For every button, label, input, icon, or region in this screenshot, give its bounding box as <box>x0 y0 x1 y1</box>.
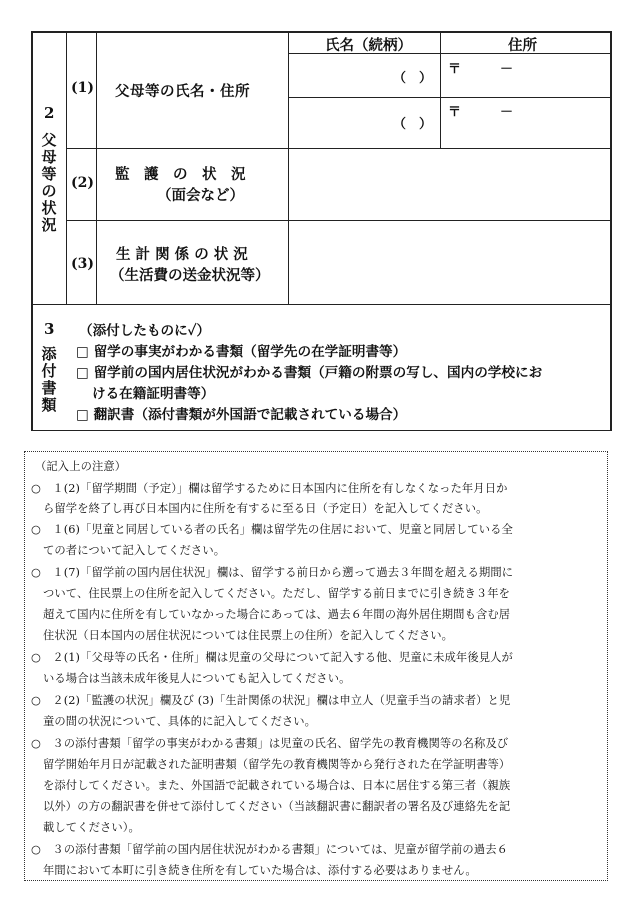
note-line: ○ ２(1)「父母等の氏名・住所」欄は児童の父母について記入する他、児童に未成年後見人が <box>31 651 513 664</box>
attachment-intro: （添付したものに✓） <box>79 323 211 339</box>
row1-postal-2: 〒 － <box>448 105 514 120</box>
section2-title: 父 母 等 の 状 況 <box>41 131 57 234</box>
note-line: 載してください）。 <box>43 821 140 834</box>
row3-number: (3) <box>71 256 94 272</box>
note-line: ○ １(2)「留学期間（予定）」欄は留学するために日本国内に住所を有しなくなった年月日か <box>31 482 508 495</box>
note-line: ついて、住民票上の住所を記入してください。ただし、留学する前日までに引き続き３年を <box>43 587 511 600</box>
note-line: ○ ２(2)「監護の状況」欄及び (3)「生計関係の状況」欄は申立人（児童手当の請求者）と児 <box>31 694 511 707</box>
note-line: を添付してください。また、外国語で記載されている場合は、日本に居住する第三者（親族 <box>43 779 511 792</box>
note-line: 留学開始年月日が記載された証明書類（留学先の教育機関等から発行された在学証明書等） <box>43 758 511 771</box>
row1-number: (1) <box>71 80 94 96</box>
note-line: ての者について記入してください。 <box>43 544 226 557</box>
header-name: 氏名（続柄） <box>325 37 412 54</box>
row3-label-line1: 生 計 関 係 の 状 況 <box>116 246 248 263</box>
row3-label-line2: （生活費の送金状況等） <box>110 267 270 284</box>
row2-label-line1: 監 護 の 状 況 <box>115 166 246 183</box>
note-line: 住状況（日本国内の居住状況については住民票上の住所）を記入してください。 <box>43 629 454 642</box>
section2-number: 2 <box>44 104 55 122</box>
attachment-item-2[interactable]: □ 留学前の国内居住状況がわかる書類（戸籍の附票の写し、国内の学校にお <box>76 365 543 381</box>
note-line: 童の間の状況について、具体的に記入してください。 <box>43 715 317 728</box>
note-line: いる場合は当該未成年後見人についても記入してください。 <box>43 672 351 685</box>
note-line: 年間において本町に引き続き住所を有していた場合は、添付する必要はありません。 <box>43 864 477 877</box>
note-line: ○ ３の添付書類「留学前の国内居住状況がわかる書類」については、児童が留学前の過去６ <box>31 843 509 856</box>
notes-title: （記入上の注意） <box>35 460 127 473</box>
attachment-item-2-cont: ける在籍証明書等） <box>92 386 215 402</box>
note-line: ○ １(6)「児童と同居している者の氏名」欄は留学先の住居において、児童と同居している全 <box>31 523 513 536</box>
note-line: ら留学を終了し再び日本国内に住所を有するに至る日（予定日）を記入してください。 <box>43 502 488 515</box>
row2-number: (2) <box>71 175 94 191</box>
row1-label: 父母等の氏名・住所 <box>115 83 250 100</box>
note-line: 以外）の方の翻訳書を併せて添付してください（当該翻訳書に翻訳者の署名及び連絡先を記 <box>43 800 511 813</box>
row1-relation-paren-1: （ ） <box>393 71 433 86</box>
row2-label-line2: （面会など） <box>157 187 244 204</box>
section3-number: 3 <box>44 320 55 338</box>
row1-relation-paren-2: （ ） <box>393 117 433 132</box>
note-line: 超えて国内に住所を有していなかった場合にあっては、過去６年間の海外居住期間も含む居 <box>43 608 511 621</box>
section3-title: 添 付 書 類 <box>41 345 57 414</box>
attachment-item-1[interactable]: □ 留学の事実がわかる書類（留学先の在学証明書等） <box>76 344 407 360</box>
attachment-item-3[interactable]: □ 翻訳書（添付書類が外国語で記載されている場合） <box>76 407 407 423</box>
notes-box <box>24 451 608 881</box>
note-line: ○ １(7)「留学前の国内居住状況」欄は、留学する前日から遡って過去３年間を超える期間に <box>31 566 514 579</box>
row1-postal-1: 〒 － <box>448 62 514 77</box>
note-line: ○ ３の添付書類「留学の事実がわかる書類」は児童の氏名、留学先の教育機関等の名称及び <box>31 737 509 750</box>
header-address: 住所 <box>508 37 537 54</box>
